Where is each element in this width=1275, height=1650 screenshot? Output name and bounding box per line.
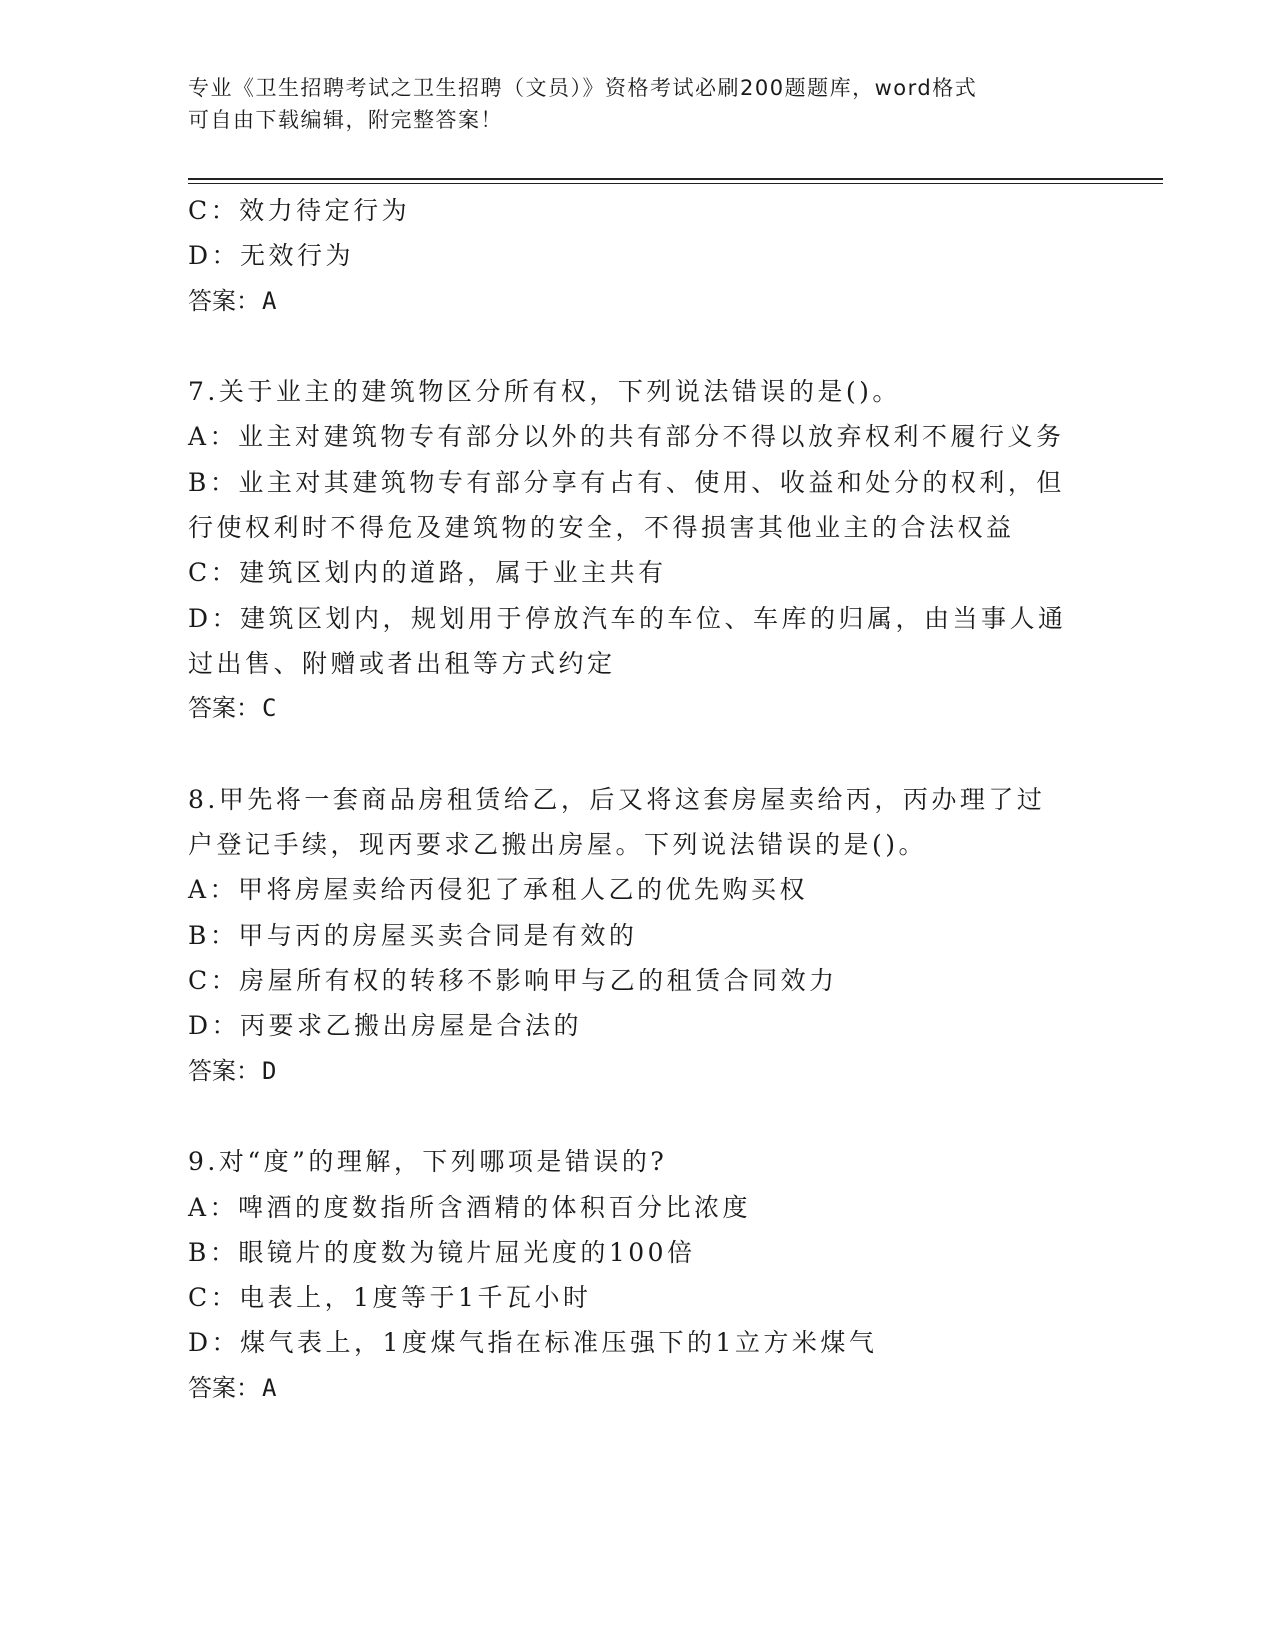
- option-a: A：甲将房屋卖给丙侵犯了承租人乙的优先购买权: [188, 875, 809, 905]
- header-rule-thin: [188, 183, 1163, 184]
- option-c: C：房屋所有权的转移不影响甲与乙的租赁合同效力: [188, 966, 838, 996]
- answer-value: C: [262, 694, 277, 723]
- spacer: [188, 324, 1088, 369]
- option-b: B：眼镜片的度数为镜片屈光度的100倍: [188, 1237, 696, 1267]
- option-a: A：啤酒的度数指所含酒精的体积百分比浓度: [188, 1192, 752, 1222]
- option-b: B：甲与丙的房屋买卖合同是有效的: [188, 920, 638, 950]
- question-list: [188, 188, 1088, 1411]
- question-text: 8.甲先将一套商品房租赁给乙，后又将这套房屋卖给丙，丙办理了过: [188, 784, 1046, 814]
- option-c: C：效力待定行为: [188, 196, 411, 225]
- answer-value: D: [262, 1056, 277, 1085]
- answer-line: [188, 1049, 1088, 1094]
- answer-value: A: [262, 1373, 277, 1402]
- option-c: C：建筑区划内的道路，属于业主共有: [188, 558, 667, 588]
- question-text: 9.对“度”的理解，下列哪项是错误的?: [188, 1147, 668, 1177]
- question-text-continued: 户登记手续，现丙要求乙搬出房屋。下列说法错误的是()。: [188, 830, 928, 860]
- answer-line: [188, 686, 1088, 731]
- question-8: [188, 777, 1088, 1094]
- option-d-continued: 过出售、附赠或者出租等方式约定: [188, 648, 616, 678]
- header-line-1: 专业《卫生招聘考试之卫生招聘（文员）》资格考试必刷200题题库，word格式: [188, 76, 978, 100]
- spacer: [188, 732, 1088, 777]
- option-d: D：建筑区划内，规划用于停放汽车的车位、车库的归属，由当事人通: [188, 603, 1067, 633]
- answer-label: 答案：: [188, 694, 260, 723]
- option-a: A：业主对建筑物专有部分以外的共有部分不得以放弃权利不履行义务: [188, 422, 1065, 452]
- option-d: D：丙要求乙搬出房屋是合法的: [188, 1011, 583, 1041]
- answer-label: 答案：: [188, 1373, 260, 1402]
- option-d: D：煤气表上，1度煤气指在标准压强下的1立方米煤气: [188, 1328, 878, 1358]
- option-d: D：无效行为: [188, 241, 355, 271]
- answer-line: [188, 279, 1088, 324]
- header-rule-thick: [188, 178, 1163, 180]
- question-9: [188, 1139, 1088, 1411]
- header-line-2: 可自由下载编辑，附完整答案！: [188, 108, 503, 132]
- answer-label: 答案：: [188, 286, 260, 315]
- document-header: [188, 72, 1088, 136]
- option-b-continued: 行使权利时不得危及建筑物的安全，不得损害其他业主的合法权益: [188, 513, 1015, 543]
- answer-line: [188, 1366, 1088, 1411]
- question-text: 7.关于业主的建筑物区分所有权，下列说法错误的是()。: [188, 377, 901, 407]
- option-b: B：业主对其建筑物专有部分享有占有、使用、收益和处分的权利，但: [188, 467, 1065, 497]
- question-7: [188, 369, 1088, 731]
- option-c: C：电表上，1度等于1千瓦小时: [188, 1283, 592, 1313]
- answer-value: A: [262, 286, 277, 315]
- spacer: [188, 1094, 1088, 1139]
- answer-label: 答案：: [188, 1056, 260, 1085]
- question-6-tail: [188, 188, 1088, 324]
